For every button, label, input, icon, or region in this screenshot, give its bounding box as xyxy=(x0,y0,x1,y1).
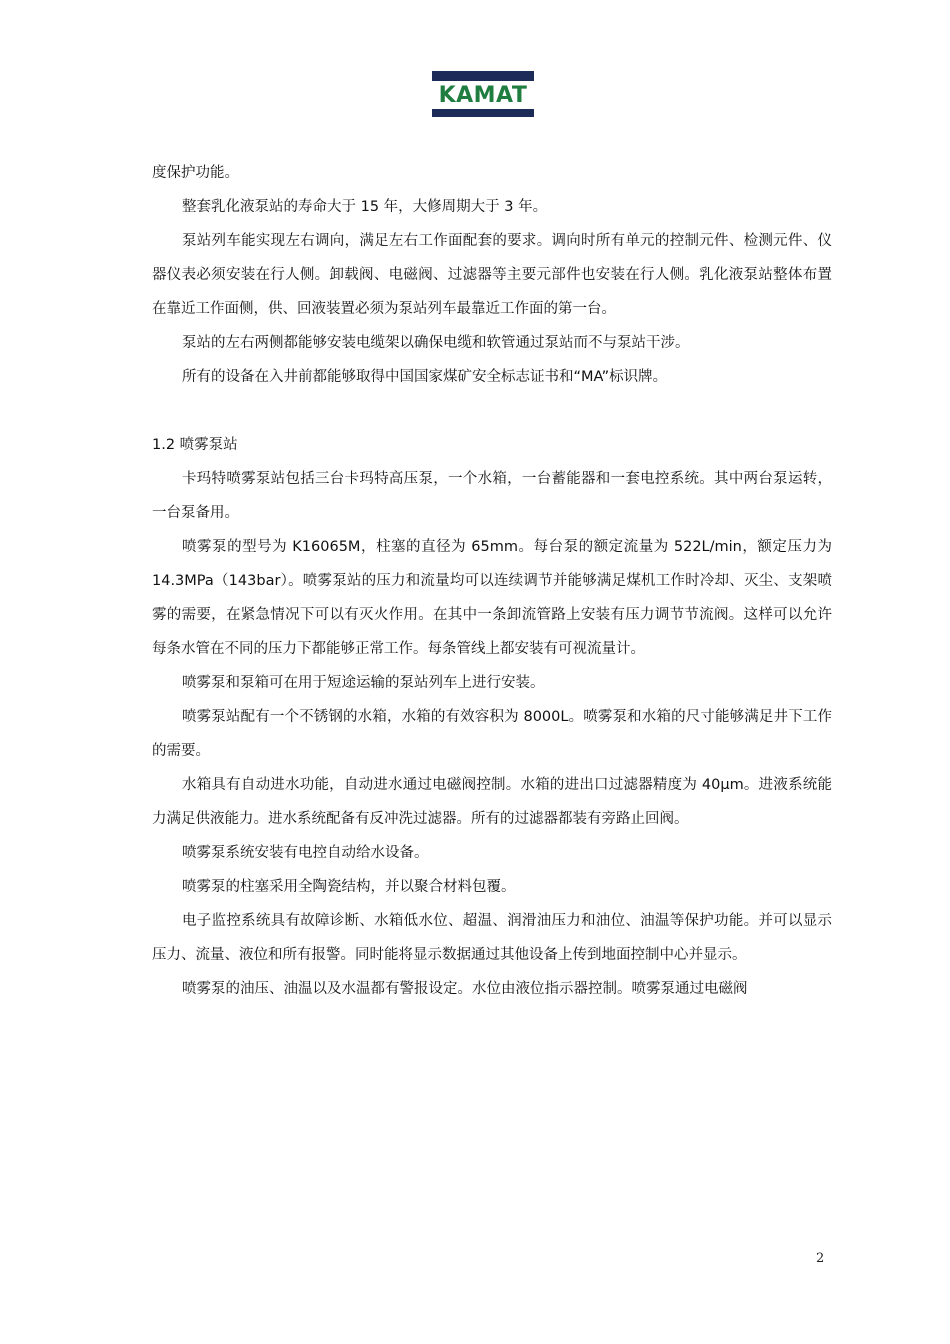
kamat-logo xyxy=(432,71,534,117)
paragraph: 喷雾泵站配有一个不锈钢的水箱，水箱的有效容积为 8000L。喷雾泵和水箱的尺寸能够满足井下工作的需要。 xyxy=(152,709,832,759)
paragraph: 喷雾泵的油压、油温以及水温都有警报设定。水位由液位指示器控制。喷雾泵通过电磁阀 xyxy=(182,981,748,997)
paragraph: 喷雾泵和泵箱可在用于短途运输的泵站列车上进行安装。 xyxy=(182,675,545,691)
section-heading: 1.2 喷雾泵站 xyxy=(152,437,238,453)
page-number: 2 xyxy=(816,1251,825,1266)
logo-text: KAMAT xyxy=(438,83,528,108)
paragraph: 电子监控系统具有故障诊断、水箱低水位、超温、润滑油压力和油位、油温等保护功能。并可以显示压力、流量、液位和所有报警。同时能将显示数据通过其他设备上传到地面控制中心并显示。 xyxy=(152,913,832,963)
paragraph: 水箱具有自动进水功能，自动进水通过电磁阀控制。水箱的进出口过滤器精度为 40μm。进液系统能力满足供液能力。进水系统配备有反冲洗过滤器。所有的过滤器都装有旁路止回阀。 xyxy=(152,777,832,827)
paragraph: 卡玛特喷雾泵站包括三台卡玛特高压泵，一个水箱，一台蓄能器和一套电控系统。其中两台泵运转，一台泵备用。 xyxy=(152,471,832,521)
paragraph: 喷雾泵系统安装有电控自动给水设备。 xyxy=(182,845,429,861)
paragraph: 整套乳化液泵站的寿命大于 15 年，大修周期大于 3 年。 xyxy=(182,199,548,215)
logo-top-bar xyxy=(432,71,534,81)
logo-bottom-bar xyxy=(432,109,534,117)
paragraph: 泵站列车能实现左右调向，满足左右工作面配套的要求。调向时所有单元的控制元件、检测元件、仪器仪表必须安装在行人侧。卸载阀、电磁阀、过滤器等主要元部件也安装在行人侧。乳化液泵站整体布置在靠近工作面侧，供、回液装置必须为泵站列车最靠近工作面的第一台。 xyxy=(152,233,832,317)
paragraph: 喷雾泵的型号为 K16065M，柱塞的直径为 65mm。每台泵的额定流量为 522L/min，额定压力为 14.3MPa（143bar）。喷雾泵站的压力和流量均可以连续调节并能够满足煤机工作时冷却、灭尘、支架喷雾的需要，在紧急情况下可以有灭火作用。在其中一条卸流管路上安装有压力调节节流阀。这样可以允许每条水管在不同的压力下都能够正常工作。每条管线上都安装有可视流量计。 xyxy=(152,539,832,657)
paragraph-continuation: 度保护功能。 xyxy=(152,165,239,181)
body-text xyxy=(152,156,832,1006)
paragraph: 喷雾泵的柱塞采用全陶瓷结构，并以聚合材料包覆。 xyxy=(182,879,516,895)
paragraph: 泵站的左右两侧都能够安装电缆架以确保电缆和软管通过泵站而不与泵站干涉。 xyxy=(182,335,690,351)
paragraph: 所有的设备在入井前都能够取得中国国家煤矿安全标志证书和“MA”标识牌。 xyxy=(182,369,668,385)
